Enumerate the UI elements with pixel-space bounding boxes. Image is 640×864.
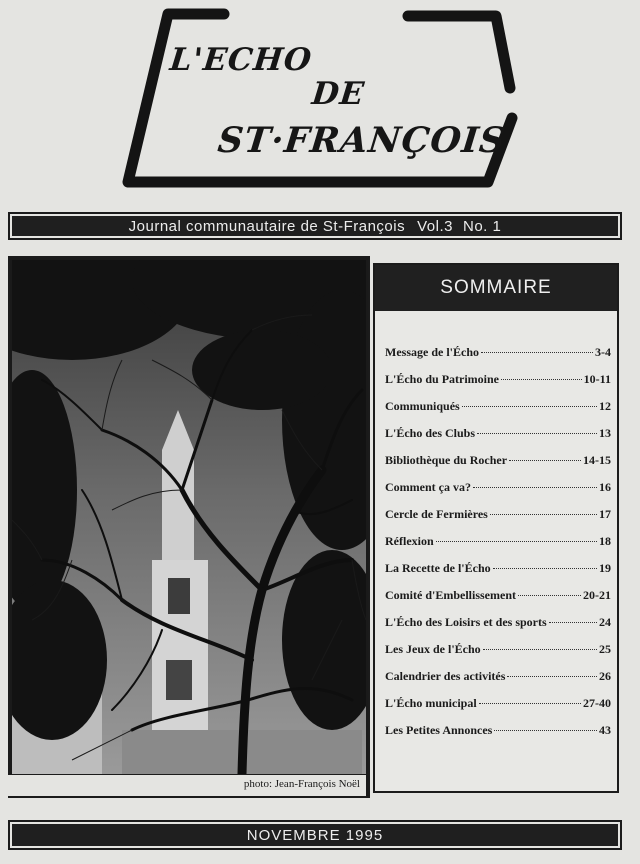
banner-subtitle: Journal communautaire de St-François: [128, 217, 406, 235]
sommaire-item: [385, 696, 611, 723]
sommaire-item: [385, 507, 611, 534]
sommaire-item: [385, 534, 611, 561]
date-banner: [8, 820, 622, 850]
sommaire-item-page: 43: [599, 723, 611, 737]
sommaire-item: [385, 372, 611, 399]
sommaire-item-title: La Recette de l'Écho: [385, 561, 491, 575]
issue-date: NOVEMBRE 1995: [246, 826, 384, 844]
sommaire-item: [385, 588, 611, 615]
sommaire-item-title: Message de l'Écho: [385, 345, 479, 359]
sommaire-item-page: 25: [599, 642, 611, 656]
sommaire-item: [385, 453, 611, 480]
sommaire-item: [385, 345, 611, 372]
masthead-title-line1: L'ECHO: [168, 42, 314, 78]
sommaire-item: [385, 669, 611, 696]
sommaire-item-page: 18: [599, 534, 611, 548]
sommaire-list: [385, 345, 611, 750]
masthead: [120, 8, 520, 196]
sommaire-item-title: Les Jeux de l'Écho: [385, 642, 481, 656]
sommaire-item-page: 24: [599, 615, 611, 629]
sommaire-item: [385, 615, 611, 642]
sommaire-heading: SOMMAIRE: [375, 265, 617, 311]
sommaire-item: [385, 426, 611, 453]
masthead-title-line3: ST·FRANÇOIS: [215, 120, 508, 161]
sommaire-item-title: Cercle de Fermières: [385, 507, 488, 521]
sommaire-item-title: L'Écho municipal: [385, 696, 477, 710]
sommaire-item: [385, 723, 611, 750]
subtitle-banner: [8, 212, 622, 240]
sommaire-item-page: 17: [599, 507, 611, 521]
cover-photo: [8, 256, 370, 798]
sommaire-item: [385, 480, 611, 507]
sommaire-item: [385, 399, 611, 426]
sommaire-item-title: Les Petites Annonces: [385, 723, 493, 737]
sommaire-item-page: 27-40: [583, 696, 611, 710]
sommaire-item-title: L'Écho du Patrimoine: [385, 372, 500, 386]
sommaire-item-title: Comment ça va?: [385, 480, 471, 494]
sommaire-item-page: 26: [599, 669, 611, 683]
tree-church-photo: [12, 260, 366, 774]
sommaire-item-title: Communiqués: [385, 399, 460, 413]
sommaire-item: [385, 642, 611, 669]
sommaire-item-page: 3-4: [595, 345, 611, 359]
sommaire-item-page: 12: [599, 399, 611, 413]
sommaire-item-page: 16: [599, 480, 611, 494]
sommaire-item-title: Réflexion: [385, 534, 434, 548]
sommaire-item-title: L'Écho des Loisirs et des sports: [385, 615, 547, 629]
banner-volume: Vol.3: [417, 217, 453, 235]
sommaire-box: [373, 263, 619, 793]
banner-number: No. 1: [462, 217, 502, 235]
sommaire-item-page: 13: [599, 426, 611, 440]
sommaire-item-page: 20-21: [583, 588, 611, 602]
sommaire-item-title: Calendrier des activités: [385, 669, 506, 683]
sommaire-item-title: Comité d'Embellissement: [385, 588, 516, 602]
sommaire-item-page: 10-11: [583, 372, 611, 386]
photo-credit: photo: Jean-François Noël: [8, 774, 366, 796]
masthead-title-line2: DE: [310, 76, 367, 112]
sommaire-item-title: L'Écho des Clubs: [385, 426, 476, 440]
sommaire-item-page: 19: [599, 561, 611, 575]
sommaire-item-page: 14-15: [583, 453, 611, 467]
sommaire-item-title: Bibliothèque du Rocher: [385, 453, 508, 467]
sommaire-item: [385, 561, 611, 588]
